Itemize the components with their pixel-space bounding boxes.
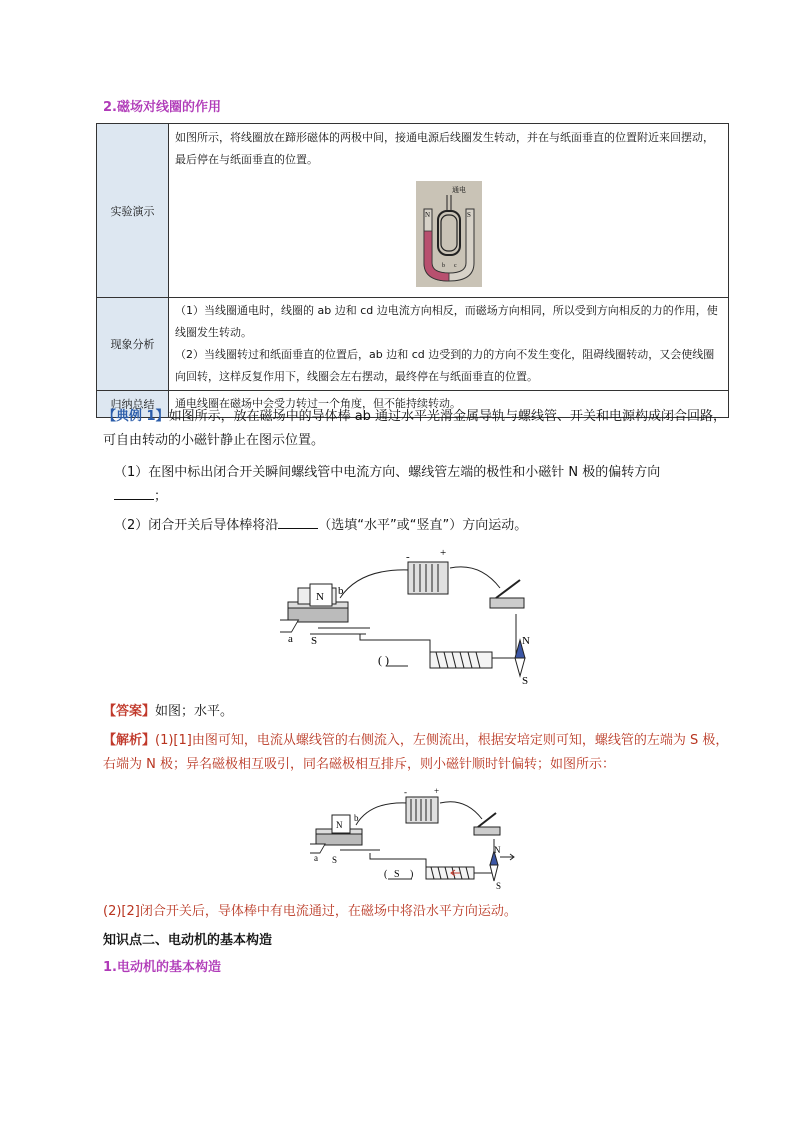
circuit-figure-2 bbox=[310, 787, 520, 897]
question-2-text-b: （选填“水平”或“竖直”）方向运动。 bbox=[318, 518, 528, 533]
answer-tag: 【答案】 bbox=[103, 704, 156, 719]
analysis-paragraph-1 bbox=[103, 729, 729, 777]
coil-magnet-image bbox=[416, 181, 482, 287]
fig1-s-label: S bbox=[311, 635, 318, 647]
row-content-summary: 通电线圈在磁场中会受力转过一个角度，但不能持续转动。 bbox=[169, 391, 729, 418]
experiment-table bbox=[96, 123, 729, 418]
row-header-summary: 归纳总结 bbox=[97, 391, 169, 418]
example-intro bbox=[103, 405, 729, 453]
answer-text: 如图；水平。 bbox=[155, 704, 234, 719]
question-1-end: ； bbox=[154, 489, 168, 504]
analysis-tag: 【解析】 bbox=[103, 733, 156, 748]
coil-figure bbox=[175, 181, 722, 295]
fig-label-n: N bbox=[424, 211, 430, 219]
fig2-n-label: N bbox=[336, 820, 343, 830]
example-tag: 【典例 1】 bbox=[103, 409, 169, 424]
fig-label-c: c bbox=[453, 263, 457, 269]
fig2-needle-n: N bbox=[494, 845, 501, 855]
fig1-b-label: b bbox=[338, 585, 344, 597]
question-2-text-a: （2）闭合开关后导体棒将沿 bbox=[114, 518, 279, 533]
fig1-n-label: N bbox=[316, 591, 324, 603]
analysis-point-1: （1）当线圈通电时，线圈的 ab 边和 cd 边电流方向相反，而磁场方向相同，所以受到方向相反的力的作用，使线圈发生转动。 bbox=[175, 304, 718, 339]
fig2-needle-s: S bbox=[496, 881, 502, 891]
row-header-demo: 实验演示 bbox=[97, 124, 169, 298]
fig2-b-label: b bbox=[354, 813, 359, 823]
fig-label-top: 通电 bbox=[451, 186, 466, 194]
example-intro-text: 如图所示，放在磁场中的导体棒 ab 通过水平光滑金属导轨与螺线管、开关和电源构成闭合回路，可自由转动的小磁针静止在图示位置。 bbox=[103, 409, 727, 448]
row-content-demo bbox=[169, 124, 729, 298]
fig1-a-label: a bbox=[288, 633, 293, 645]
fig2-minus-label: - bbox=[404, 787, 407, 797]
demo-text: 如图所示，将线圈放在蹄形磁体的两极中间，接通电源后线圈发生转动，并在与纸面垂直的位置附近来回摆动，最后停在与纸面垂直的位置。 bbox=[175, 131, 714, 166]
question-1-text: （1）在图中标出闭合开关瞬间螺线管中电流方向、螺线管左端的极性和小磁针 N 极的偏转方向 bbox=[114, 465, 661, 480]
answer-blank-1 bbox=[114, 485, 154, 500]
fig1-paren-label: ( ) bbox=[378, 653, 389, 667]
question-1 bbox=[114, 461, 729, 509]
analysis-text-1: (1)[1]由图可知，电流从螺线管的右侧流入，左侧流出，根据安培定则可知，螺线管的左端为 S 极，右端为 N 极；异名磁极相互吸引，同名磁极相互排斥，则小磁针顺时针偏转；如图所示： bbox=[103, 733, 729, 772]
fig1-needle-n: N bbox=[522, 635, 530, 647]
circuit-figure-1 bbox=[280, 548, 550, 688]
fig2-paren-close: ) bbox=[410, 869, 414, 880]
question-2 bbox=[114, 514, 527, 538]
fig-label-b: b bbox=[441, 263, 445, 269]
fig2-plus-label: + bbox=[434, 787, 440, 796]
analysis-point-2: （2）当线圈转过和纸面垂直的位置后，ab 边和 cd 边受到的力的方向不发生变化，阻碍线圈转动，又会使线圈向回转，这样反复作用下，线圈会左右摆动，最终停在与纸面垂直的位置。 bbox=[175, 348, 715, 383]
knowledge-point-subtitle: 1.电动机的基本构造 bbox=[103, 960, 221, 975]
fig-label-s: S bbox=[466, 211, 471, 219]
analysis-paragraph-2: (2)[2]闭合开关后，导体棒中有电流通过，在磁场中将沿水平方向运动。 bbox=[103, 904, 517, 919]
row-content-analysis bbox=[169, 298, 729, 391]
answer-line bbox=[103, 700, 233, 724]
fig2-s-label: S bbox=[332, 855, 338, 865]
fig1-plus-label: + bbox=[440, 548, 447, 559]
section-title: 2.磁场对线圈的作用 bbox=[103, 100, 221, 115]
fig2-paren-s: S bbox=[394, 869, 400, 880]
fig1-minus-label: - bbox=[406, 551, 410, 563]
fig2-paren-open: ( bbox=[384, 869, 388, 880]
fig1-needle-s: S bbox=[522, 675, 529, 687]
answer-blank-2 bbox=[278, 514, 318, 529]
knowledge-point-title: 知识点二、电动机的基本构造 bbox=[103, 933, 273, 948]
fig2-a-label: a bbox=[314, 853, 318, 863]
row-header-analysis: 现象分析 bbox=[97, 298, 169, 391]
